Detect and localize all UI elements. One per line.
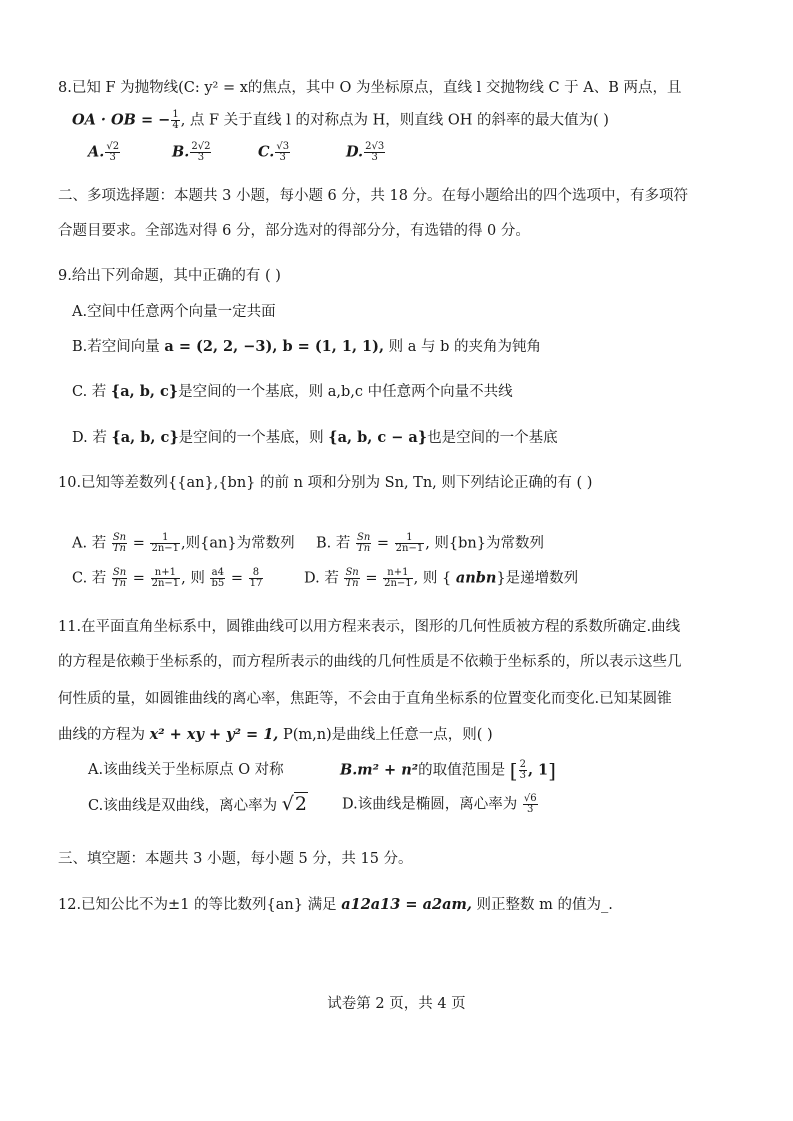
q10-option-c: C. 若 $\frac{Sn}{Tn}$ = $\frac{n+1}{2n-1}$ , 则 $\frac{a4}{b5}$ = $\frac{8}{17}$	[72, 567, 263, 589]
q11-option-c: C.该曲线是双曲线，离心率为 √2	[88, 793, 307, 815]
q11-stem-line1: 11.在平面直角坐标系中，圆锥曲线可以用方程来表示，图形的几何性质被方程的系数所确定.曲线	[58, 619, 681, 635]
q12-stem: 12.已知公比不为±1 的等比数列{an} 满足 a12a13 = a2am, 则正整数 m 的值为_.	[58, 896, 613, 913]
q11-stem-line4: 曲线的方程为 x² + xy + y² = 1, P(m,n)是曲线上任意一点，则( )	[58, 726, 493, 743]
q8-option-d: D. $\frac{2√3}{3}$	[346, 141, 385, 163]
q10-option-a: A. 若 $\frac{Sn}{Tn}$ = $\frac{1}{2n-1}$ ,则{an}为常数列	[72, 532, 295, 554]
q9-stem: 9.给出下列命题，其中正确的有 ( )	[58, 268, 281, 284]
q8-vector-expression: OA · OB = −	[72, 111, 171, 129]
q9-option-d: D. 若 {a, b, c}是空间的一个基底，则 {a, b, c − a}也是空间的一个基底	[72, 429, 558, 446]
q10-stem: 10.已知等差数列{{an},{bn} 的前 n 项和分别为 Sn, Tn, 则下列结论正确的有 ( )	[58, 475, 593, 491]
q9-option-b: B.若空间向量 a = (2, 2, −3), b = (1, 1, 1), 则 a 与 b 的夹角为钝角	[72, 338, 542, 355]
q11-stem-line3: 何性质的量，如圆锥曲线的离心率，焦距等，不会由于直角坐标系的位置变化而变化.已知某圆锥	[58, 691, 672, 707]
q8-stem-line1: 8.已知 F 为抛物线(C: y² = x的焦点，其中 O 为坐标原点，直线 l 交抛物线 C 于 A、B 两点，且	[58, 80, 682, 96]
q9-option-a: A.空间中任意两个向量一定共面	[72, 304, 276, 320]
section3-heading: 三、填空题：本题共 3 小题，每小题 5 分，共 15 分。	[58, 851, 413, 867]
q8-option-b: B. $\frac{2√2}{3}$	[172, 141, 211, 163]
q8-stem-line2	[72, 110, 609, 131]
page-footer: 试卷第 2 页，共 4 页	[327, 996, 466, 1012]
q10-option-d: D. 若 $\frac{Sn}{Tn}$ = $\frac{n+1}{2n-1}$ , 则 { anbn}是递增数列	[304, 567, 579, 589]
q8-option-c: C. $\frac{√3}{3}$	[258, 141, 290, 163]
q11-option-b: B.m² + n²的取值范围是 [ $\frac{2}{3}$ , 1]	[340, 758, 556, 783]
q8-line2-text: , 点 F 关于直线 l 的对称点为 H，则直线 OH 的斜率的最大值为( )	[180, 112, 609, 129]
section2-heading-line2: 合题目要求。全部选对得 6 分，部分选对的得部分分，有选错的得 0 分。	[58, 223, 530, 239]
q9-option-c: C. 若 {a, b, c}是空间的一个基底，则 a,b,c 中任意两个向量不共线	[72, 383, 513, 400]
q11-option-d: D.该曲线是椭圆，离心率为 $\frac{√6}{3}$	[342, 793, 537, 815]
section2-heading-line1: 二、多项选择题：本题共 3 小题，每小题 6 分，共 18 分。在每小题给出的四个选项中，有多项符	[58, 188, 689, 204]
q11-stem-line2: 的方程是依赖于坐标系的，而方程所表示的曲线的几何性质是不依赖于坐标系的，所以表示这些几	[58, 654, 682, 670]
q8-option-a: A. $\frac{√2}{3}$	[88, 141, 120, 163]
q11-option-a: A.该曲线关于坐标原点 O 对称	[88, 762, 284, 778]
q8-fraction: $\frac{1}{4}$	[172, 109, 179, 131]
q10-option-b: B. 若 $\frac{Sn}{Tn}$ = $\frac{1}{2n-1}$ , 则{bn}为常数列	[316, 532, 544, 554]
